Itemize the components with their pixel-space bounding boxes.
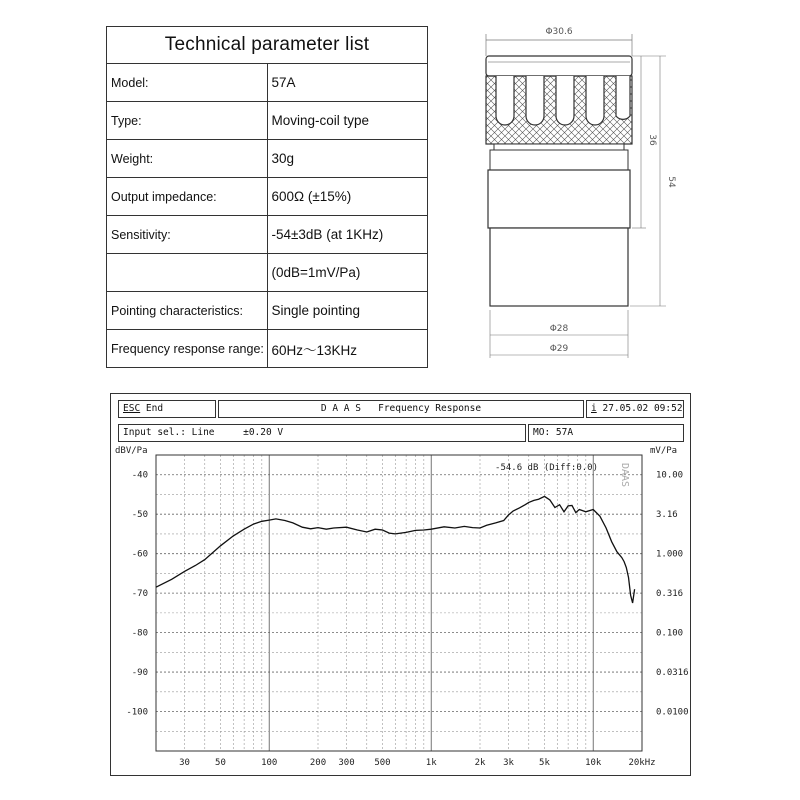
daas-window (110, 393, 691, 776)
model-text: MO: 57A (533, 427, 574, 438)
row-label (107, 254, 268, 292)
right-tick-label: 0.100 (656, 628, 684, 639)
datetime-text: 27.05.02 09:52 (602, 403, 683, 414)
row-label: Weight: (107, 140, 268, 178)
row-value: 30g (267, 140, 428, 178)
info-icon: i (591, 403, 597, 414)
row-value: 57A (267, 64, 428, 102)
x-tick-label: 3k (503, 758, 514, 768)
row-value: -54±3dB (at 1KHz) (267, 216, 428, 254)
daas-watermark: DAAS (619, 463, 630, 488)
table-row (107, 178, 428, 216)
y-tick-label: -70 (131, 589, 148, 600)
row-value: Single pointing (267, 292, 428, 330)
x-tick-label: 50 (215, 758, 226, 768)
row-label: Model: (107, 64, 268, 102)
table-row (107, 254, 428, 292)
y-axis-right-label: mV/Pa (650, 446, 678, 456)
plot-frame (156, 455, 642, 751)
dim-grille-height-label: 36 (647, 134, 657, 146)
frequency-response-chart (111, 394, 692, 777)
dim-top-label: Φ30.6 (545, 27, 573, 37)
parameter-table (106, 26, 428, 368)
end-label: End (145, 403, 164, 414)
row-value: 60Hz～13KHz (267, 330, 428, 368)
esc-key-label: ESC (123, 403, 141, 414)
input-select-text: Input sel.: Line ±0.20 V (123, 427, 284, 438)
grille-cap (486, 56, 632, 150)
y-tick-label: -80 (131, 628, 148, 639)
daas-title: D A A S Frequency Response (320, 403, 482, 414)
bottom-dimensions (490, 310, 628, 358)
dim-bottom-inner-label: Φ28 (549, 324, 569, 334)
right-tick-label: 0.0316 (656, 668, 689, 679)
table-title: Technical parameter list (107, 27, 428, 64)
dim-total-height-label: 54 (666, 176, 676, 188)
row-value: 600Ω (±15%) (267, 178, 428, 216)
x-tick-label: 200 (309, 758, 327, 768)
level-annotation: -54.6 dB (Diff:0.0) (495, 463, 598, 473)
y-tick-label: -60 (131, 549, 148, 560)
x-tick-label: 30 (179, 758, 190, 768)
dim-bottom-outer-label: Φ29 (549, 344, 569, 354)
chart-grid (156, 455, 642, 751)
table-row (107, 64, 428, 102)
table-title-row (107, 27, 428, 64)
x-tick-label: 100 (261, 758, 278, 768)
row-label: Pointing characteristics: (107, 292, 268, 330)
capsule-body (488, 150, 630, 306)
x-tick-label: 5k (539, 758, 550, 768)
row-label: Output impedance: (107, 178, 268, 216)
table-row (107, 292, 428, 330)
y-tick-label: -90 (131, 668, 148, 679)
row-label: Frequency response range: (107, 330, 268, 368)
x-tick-label: 1k (425, 758, 437, 768)
capsule-drawing (470, 10, 690, 370)
right-tick-label: 3.16 (656, 510, 678, 521)
table-row (107, 140, 428, 178)
right-tick-label: 10.00 (656, 470, 684, 481)
x-tick-label: 20kHz (628, 758, 656, 768)
side-dimensions (630, 56, 676, 306)
table-row (107, 330, 428, 368)
table-row (107, 216, 428, 254)
chart-ticks (126, 471, 688, 768)
x-tick-label: 500 (374, 758, 391, 768)
y-tick-label: -40 (131, 470, 148, 481)
right-tick-label: 0.316 (656, 589, 684, 600)
right-tick-label: 1.000 (656, 549, 684, 560)
right-tick-label: 0.0100 (656, 707, 689, 718)
row-value: Moving-coil type (267, 102, 428, 140)
y-tick-label: -100 (126, 707, 148, 718)
table-row (107, 102, 428, 140)
row-label: Sensitivity: (107, 216, 268, 254)
row-label: Type: (107, 102, 268, 140)
top-dimension (486, 27, 632, 56)
y-tick-label: -50 (131, 510, 148, 521)
x-tick-label: 2k (474, 758, 486, 768)
y-axis-left-label: dBV/Pa (115, 446, 148, 456)
x-tick-label: 300 (338, 758, 355, 768)
row-value: (0dB=1mV/Pa) (267, 254, 428, 292)
x-tick-label: 10k (585, 758, 602, 768)
